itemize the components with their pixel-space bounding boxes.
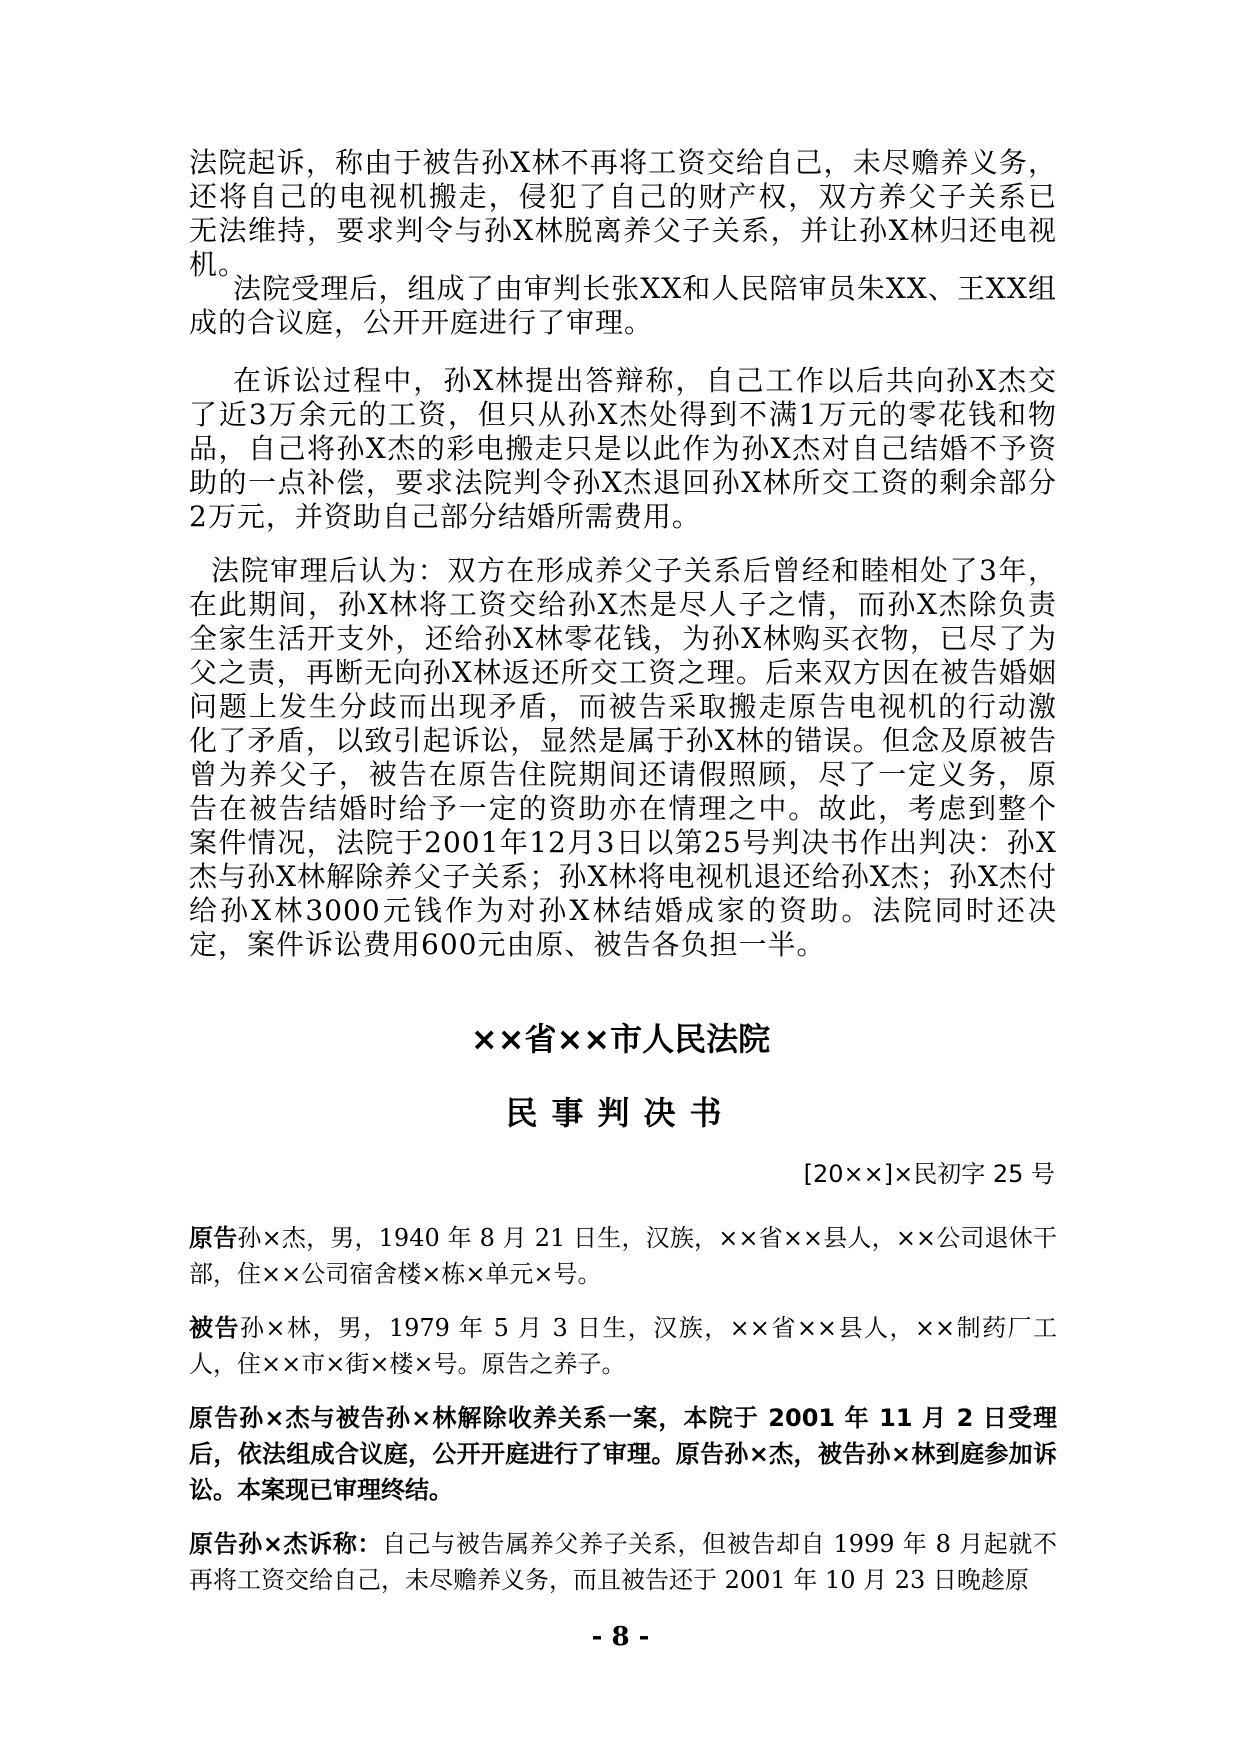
document-title: 民事判决书 xyxy=(505,1094,736,1132)
claim-details: 自己与被告属养父养子关系，但被告却自 1999 年 8 月起就不再将工资交给自己，未尽赡养义务，而且被告还于 2001 年 10 月 23 日晚趁原 xyxy=(189,1530,1057,1594)
paragraph-lawsuit-claim: 法院起诉，称由于被告孙X林不再将工资交给自己，未尽赡养义务，还将自己的电视机搬走，侵犯了自己的财产权，双方养父子关系已无法维持，要求判令与孙X林脱离养父子关系，并让孙X林归还电视机。 xyxy=(189,146,1057,281)
defendant-label: 被告 xyxy=(189,1314,240,1342)
case-number: [20××]×民初字 25 号 xyxy=(803,1160,1055,1188)
claim-label: 原告孙×杰诉称： xyxy=(189,1530,383,1558)
paragraph-court-finding: 法院审理后认为：双方在形成养父子关系后曾经和睦相处了3年，在此期间，孙X林将工资交给孙X杰是尽人子之情，而孙X杰除负责全家生活开支外，还给孙X林零花钱，为孙X林购买衣物，已尽了为父之责，再断无向孙X林返还所交工资之理。后来双方因在被告婚姻问题上发生分歧而出现矛盾，而被告采取搬走原告电视机的行动激化了矛盾，以致引起诉讼，显然是属于孙X林的错误。但念及原被告曾为养父子，被告在原告住院期间还请假照顾，尽了一定义务，原告在被告结婚时给予一定的资助亦在情理之中。故此，考虑到整个案件情况，法院于2001年12月3日以第25号判决书作出判决：孙X杰与孙X林解除养父子关系；孙X林将电视机退还给孙X杰；孙X杰付给孙X林3000元钱作为对孙X林结婚成家的资助。法院同时还决定，案件诉讼费用600元由原、被告各负担一半。 xyxy=(189,554,1057,961)
paragraph-defense: 在诉讼过程中，孙X林提出答辩称，自己工作以后共向孙X杰交了近3万余元的工资，但只从孙X杰处得到不满1万元的零花钱和物品，自己将孙X杰的彩电搬走只是以此作为孙X杰对自己结婚不予资助的一点补偿，要求法院判令孙X杰退回孙X林所交工资的剩余部分2万元，并资助自己部分结婚所需费用。 xyxy=(189,364,1057,533)
plaintiff-section xyxy=(189,1220,1057,1292)
paragraph-court-acceptance: 法院受理后，组成了由审判长张XX和人民陪审员朱XX、王XX组成的合议庭，公开开庭进行了审理。 xyxy=(189,272,1057,339)
plaintiff-label: 原告 xyxy=(189,1224,238,1252)
defendant-details: 孙×林，男，1979 年 5 月 3 日生，汉族，××省××县人，××制药厂工人，住××市×街×楼×号。原告之养子。 xyxy=(189,1314,1057,1378)
plaintiff-details: 孙×杰，男，1940 年 8 月 21 日生，汉族，××省××县人，××公司退休干部，住××公司宿舍楼×栋×单元×号。 xyxy=(189,1224,1058,1288)
page-number: - 8 - xyxy=(591,1622,650,1652)
claim-section xyxy=(189,1526,1057,1598)
case-summary: 原告孙×杰与被告孙×林解除收养关系一案，本院于 2001 年 11 月 2 日受理后，依法组成合议庭，公开开庭进行了审理。原告孙×杰，被告孙×林到庭参加诉讼。本案现已审理终结。 xyxy=(189,1404,1057,1504)
court-title: ××省××市人民法院 xyxy=(470,1020,771,1058)
defendant-section xyxy=(189,1310,1057,1382)
